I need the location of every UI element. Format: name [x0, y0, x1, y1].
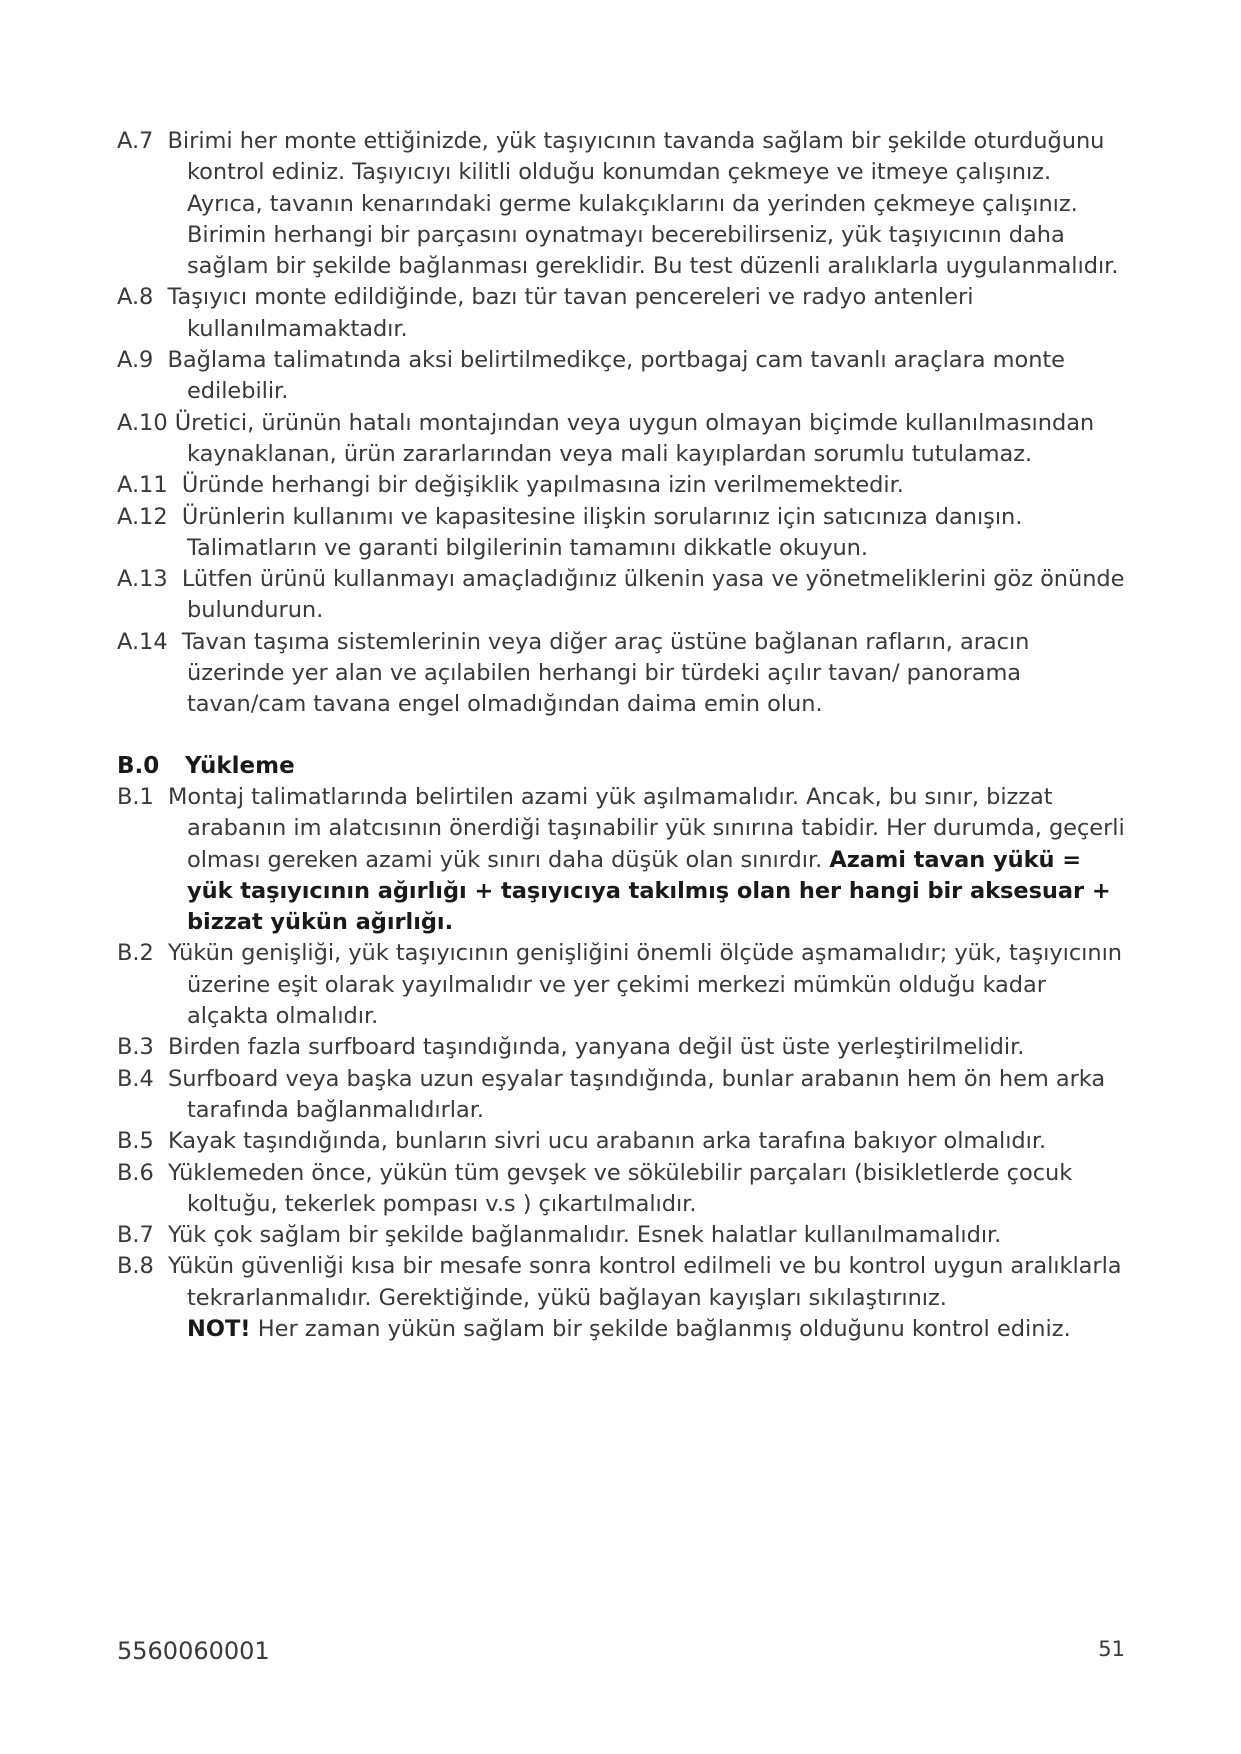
page-number: 51: [1098, 1637, 1125, 1661]
item-text: Kayak taşındığında, bunların sivri ucu arabanın arka tarafına bakıyor olmalıdır.: [167, 1128, 1047, 1155]
list-item-a12: [117, 502, 1127, 565]
section-title: Yükleme: [185, 752, 295, 779]
item-text: Yüklemeden önce, yükün tüm gevşek ve sökülebilir parçaları (bisikletlerde çocuk koltuğu, tekerlek pompası v.s ) çıkartılmalıdır.: [167, 1159, 1073, 1217]
item-text: Yükün genişliği, yük taşıyıcının genişliğini önemli ölçüde aşmamalıdır; yük, taşıyıcının üzerine eşit olarak yayılmalıdır ve yer çekimi merkezi mümkün olduğu kadar alçakta olmalıdır.: [167, 940, 1122, 1030]
item-text: Yük çok sağlam bir şekilde bağlanmalıdır. Esnek halatlar kullanılmamalıdır.: [167, 1222, 1002, 1249]
item-text: Yükün güvenliği kısa bir mesafe sonra kontrol edilmeli ve bu kontrol uygun aralıklarla tekrarlanmalıdır. Gerektiğinde, yükü bağlayan kayışları sıkılaştırınız.: [167, 1253, 1122, 1311]
item-number: A.9: [117, 347, 154, 374]
content-area: [117, 126, 1127, 1345]
max-load-formula: Azami tavan yükü = yük taşıyıcının ağırlığı + taşıyıcıya takılmış olan her hangi bir aksesuar + bizzat yükün ağırlığı.: [187, 846, 1111, 936]
list-item-a10: [117, 408, 1127, 471]
document-number: 5560060001: [117, 1637, 270, 1665]
item-number: B.1: [117, 783, 154, 810]
item-number: A.14: [117, 628, 168, 655]
item-number: A.10: [117, 409, 168, 436]
list-item-a9: [117, 345, 1127, 408]
item-text: Surfboard veya başka uzun eşyalar taşındığında, bunlar arabanın hem ön hem arka tarafında bağlanmalıdırlar.: [167, 1065, 1106, 1123]
item-number: A.13: [117, 566, 168, 593]
item-number: B.2: [117, 940, 154, 967]
item-text: Taşıyıcı monte edildiğinde, bazı tür tavan pencereleri ve radyo antenleri kullanılmamaktadır.: [167, 284, 974, 342]
item-number: B.4: [117, 1065, 154, 1092]
list-item-b1: [117, 782, 1127, 938]
list-item-a13: [117, 564, 1127, 627]
note-label: NOT!: [187, 1315, 251, 1342]
item-number: A.8: [117, 284, 154, 311]
item-number: B.7: [117, 1222, 154, 1249]
item-number: B.6: [117, 1159, 154, 1186]
list-item-a8: [117, 282, 1127, 345]
item-text: Montaj talimatlarında belirtilen azami yük aşılmamalıdır. Ancak, bu sınır, bizzat arabanın im alatcısının önerdiği taşınabilir yük sınırına tabidir. Her durumda, geçerli olması gereken azami yük sınırı daha düşük olan sınırdır.: [167, 783, 1125, 873]
section-number: B.0: [117, 752, 160, 779]
item-text: Lütfen ürünü kullanmayı amaçladığınız ülkenin yasa ve yönetmeliklerini göz önünde bulundurun.: [181, 566, 1125, 624]
item-text: Birden fazla surfboard taşındığında, yanyana değil üst üste yerleştirilmelidir.: [167, 1034, 1025, 1061]
item-text: Birimi her monte ettiğinizde, yük taşıyıcının tavanda sağlam bir şekilde oturduğunu kontrol ediniz. Taşıyıcıyı kilitli olduğu konumdan çekmeye ve itmeye çalışınız. Ayrıca, tavanın kenarındaki germe kulakçıklarını da yerinden çekmeye çalışınız. Birimin herhangi bir parçasını oynatmayı becerebilirseniz, yük taşıyıcının daha sağlam bir şekilde bağlanması gereklidir. Bu test düzenli aralıklarla uygulanmalıdır.: [167, 128, 1119, 280]
list-item-b3: [117, 1032, 1127, 1063]
item-text: Üretici, ürünün hatalı montajından veya uygun olmayan biçimde kullanılmasından kaynaklanan, ürün zararlarından veya mali kayıplardan sorumlu tutulamaz.: [174, 409, 1095, 467]
note-text: Her zaman yükün sağlam bir şekilde bağlanmış olduğunu kontrol ediniz.: [257, 1315, 1071, 1342]
item-text: Ürünlerin kullanımı ve kapasitesine ilişkin sorularınız için satıcınıza danışın. Talimatların ve garanti bilgilerinin tamamını dikkatle okuyun.: [181, 503, 1023, 561]
item-number: B.3: [117, 1034, 154, 1061]
item-text: Bağlama talimatında aksi belirtilmedikçe, portbagaj cam tavanlı araçlara monte edilebilir.: [167, 347, 1065, 405]
list-item-b2: [117, 938, 1127, 1032]
list-item-b6: [117, 1158, 1127, 1221]
item-number: B.5: [117, 1128, 154, 1155]
list-item-a7: [117, 126, 1127, 282]
list-item-a11: [117, 470, 1127, 501]
item-number: A.7: [117, 128, 154, 154]
item-text: Üründe herhangi bir değişiklik yapılmasına izin verilmemektedir.: [181, 472, 904, 499]
item-number: A.11: [117, 472, 168, 499]
list-item-b4: [117, 1064, 1127, 1127]
section-heading-loading: [117, 751, 1127, 782]
item-number: B.8: [117, 1253, 154, 1280]
list-item-a14: [117, 627, 1127, 721]
list-item-b5: [117, 1126, 1127, 1157]
list-item-b8: [117, 1251, 1127, 1314]
item-number: A.12: [117, 503, 168, 530]
note-paragraph: [117, 1314, 1127, 1345]
item-text: Tavan taşıma sistemlerinin veya diğer araç üstüne bağlanan rafların, aracın üzerinde yer alan ve açılabilen herhangi bir türdeki açılır tavan/ panorama tavan/cam tavana engel olmadığından daima emin olun.: [181, 628, 1030, 718]
list-item-b7: [117, 1220, 1127, 1251]
